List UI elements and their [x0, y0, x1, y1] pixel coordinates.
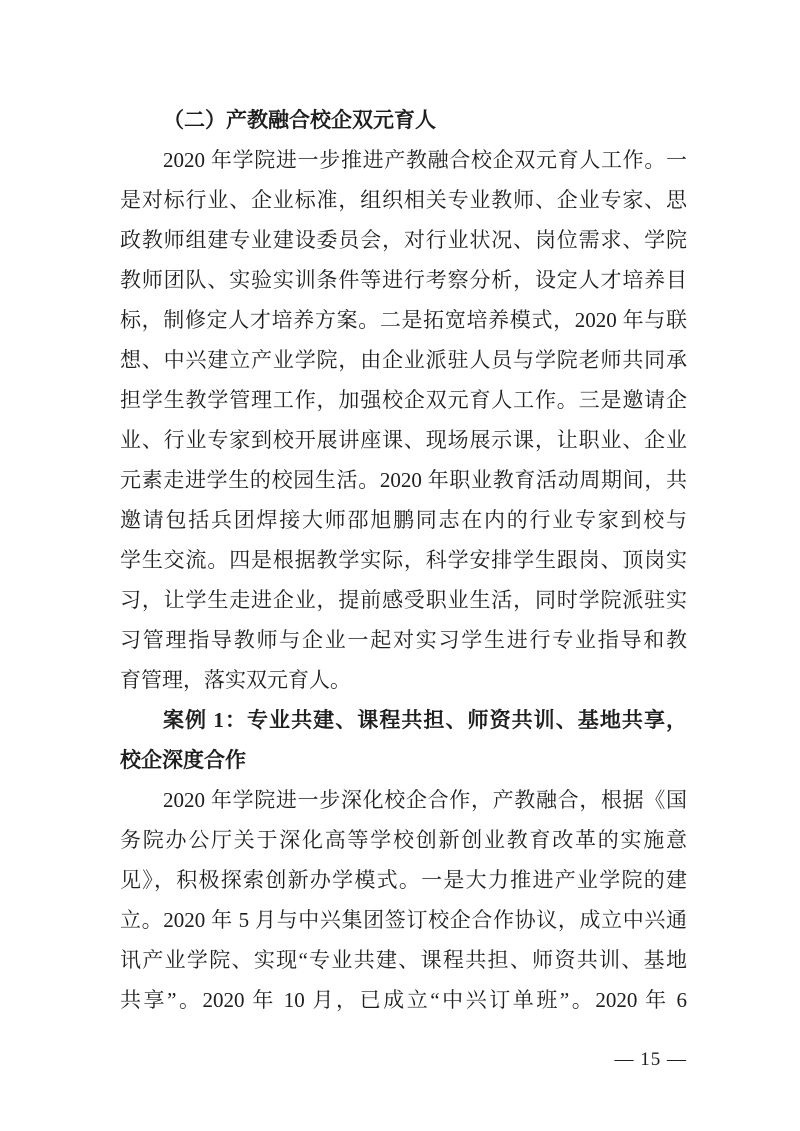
paragraph-line: 元素走进学生的校园生活。2020 年职业教育活动周期间，共 [120, 468, 687, 492]
paragraph-line: 教师团队、实验实训条件等进行考察分析，设定人才培养目 [120, 268, 687, 292]
page-number: — 15 — [614, 1049, 687, 1070]
paragraph-line: 业、行业专家到校开展讲座课、现场展示课，让职业、企业 [120, 428, 687, 452]
paragraph-line: 学生交流。四是根据教学实际，科学安排学生跟岗、顶岗实 [120, 548, 687, 572]
paragraph-line: 是对标行业、企业标准，组织相关专业教师、企业专家、思 [120, 188, 687, 212]
case-heading-line: 案例 1：专业共建、课程共担、师资共训、基地共享， [163, 708, 687, 732]
case-heading-line: 校企深度合作 [120, 748, 246, 772]
paragraph-line: 2020 年学院进一步深化校企合作，产教融合，根据《国 [163, 788, 687, 812]
paragraph-line: 想、中兴建立产业学院，由企业派驻人员与学院老师共同承 [120, 348, 687, 372]
paragraph-line: 务院办公厅关于深化高等学校创新创业教育改革的实施意 [120, 828, 687, 852]
section-heading: （二）产教融合校企双元育人 [163, 108, 436, 132]
paragraph-line: 标，制修定人才培养方案。二是拓宽培养模式，2020 年与联 [120, 308, 687, 332]
text-area [120, 100, 687, 1020]
paragraph-line: 担学生教学管理工作，加强校企双元育人工作。三是邀请企 [120, 388, 687, 412]
paragraph-line: 邀请包括兵团焊接大师邵旭鹏同志在内的行业专家到校与 [120, 508, 687, 532]
paragraph-line: 习，让学生走进企业，提前感受职业生活，同时学院派驻实 [120, 588, 687, 612]
paragraph-line: 习管理指导教师与企业一起对实习学生进行专业指导和教 [120, 628, 687, 652]
paragraph-line: 讯产业学院、实现“专业共建、课程共担、师资共训、基地 [120, 948, 687, 972]
paragraph-line: 育管理，落实双元育人。 [120, 668, 351, 692]
paragraph-line: 共享”。2020 年 10 月，已成立“中兴订单班”。2020 年 6 [120, 988, 687, 1012]
paragraph-line: 立。2020 年 5 月与中兴集团签订校企合作协议，成立中兴通 [120, 908, 687, 932]
paragraph-line: 见》，积极探索创新办学模式。一是大力推进产业学院的建 [120, 868, 687, 892]
paragraph-line: 政教师组建专业建设委员会，对行业状况、岗位需求、学院 [120, 228, 687, 252]
paragraph-line: 2020 年学院进一步推进产教融合校企双元育人工作。一 [163, 148, 687, 172]
